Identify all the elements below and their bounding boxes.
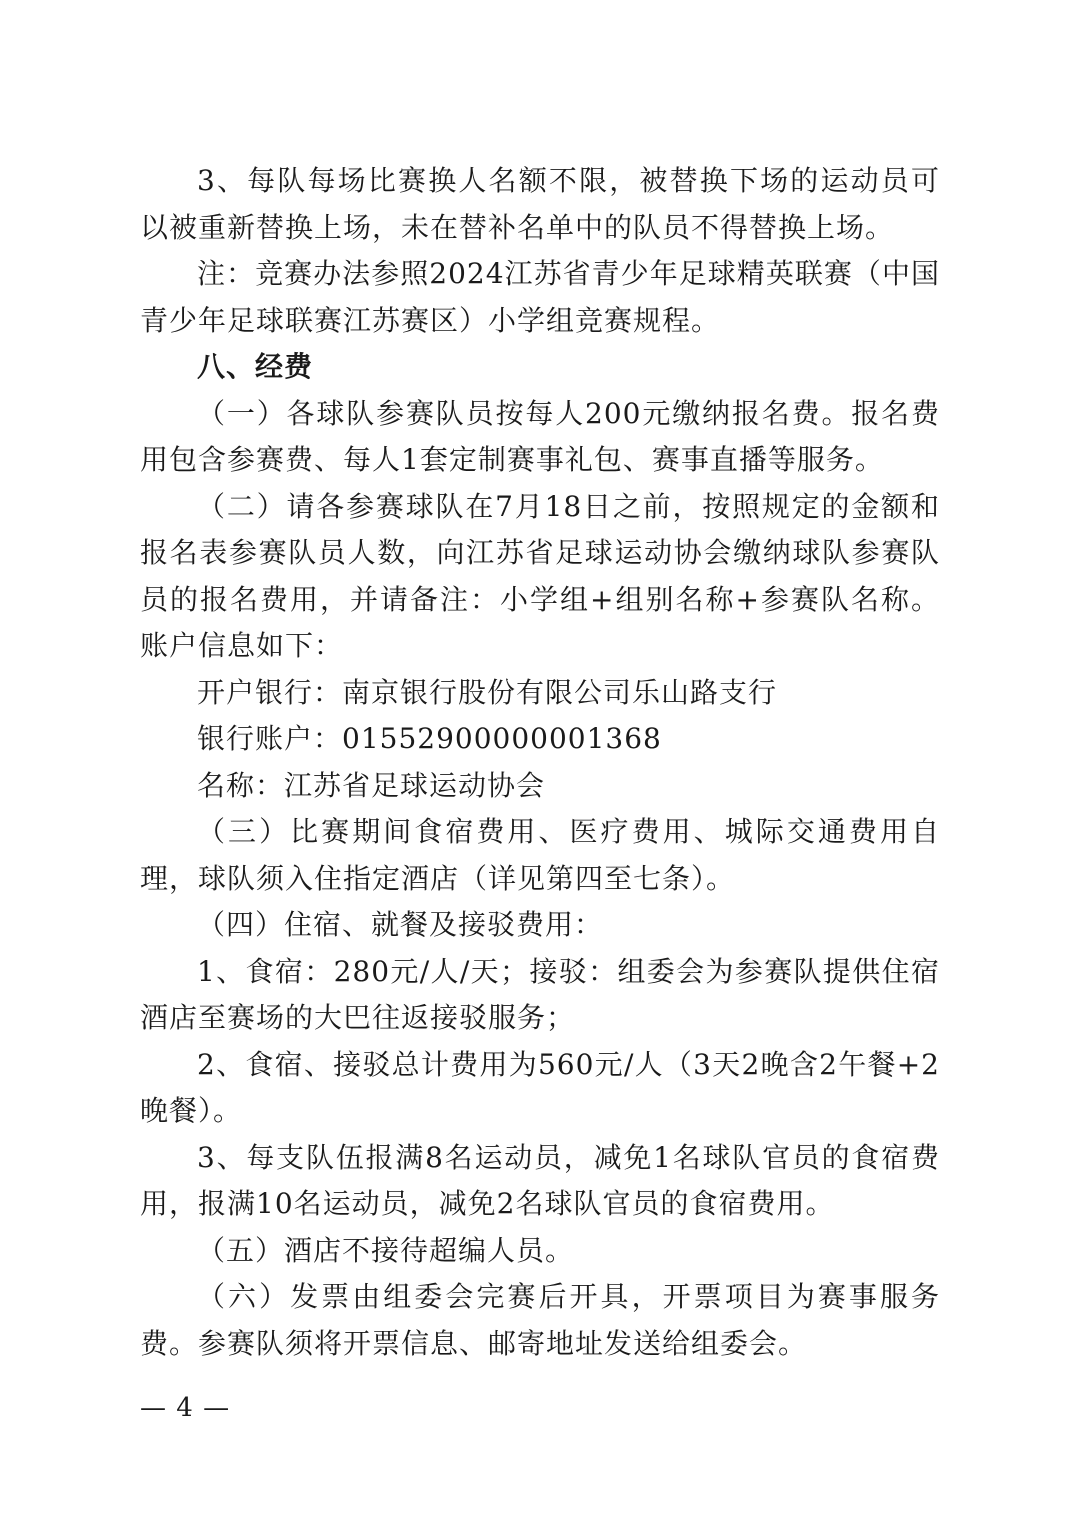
- hotel-policy-paragraph: （五）酒店不接待超编人员。: [197, 1233, 575, 1267]
- section-heading-fees: 八、经费: [197, 350, 314, 383]
- invoice-paragraph: （六）发票由组委会完赛后开具，开票项目为赛事服务费。参赛队须将开票信息、邮寄地址发送给组委会。: [140, 1280, 940, 1360]
- official-waiver-paragraph: 3、每支队伍报满8名运动员，减免1名球队官员的食宿费用，报满10名运动员，减免2名球队官员的食宿费用。: [140, 1140, 940, 1220]
- accommodation-heading-paragraph: （四）住宿、就餐及接驳费用：: [197, 908, 604, 941]
- self-paid-expenses-paragraph: （三）比赛期间食宿费用、医疗费用、城际交通费用自理，球队须入住指定酒店（详见第四至七条）。: [140, 815, 940, 895]
- bank-name-line: 开户银行：南京银行股份有限公司乐山路支行: [197, 675, 778, 709]
- accommodation-total-paragraph: 2、食宿、接驳总计费用为560元/人（3天2晚含2午餐+2晚餐）。: [140, 1047, 940, 1127]
- account-name-line: 名称：江苏省足球运动协会: [197, 768, 546, 802]
- page-number: — 4 —: [140, 1393, 231, 1423]
- competition-note-paragraph: 注：竞赛办法参照2024江苏省青少年足球精英联赛（中国青少年足球联赛江苏赛区）小学组竞赛规程。: [140, 257, 940, 337]
- accommodation-rate-paragraph: 1、食宿：280元/人/天；接驳：组委会为参赛队提供住宿酒店至赛场的大巴往返接驳服务；: [140, 954, 940, 1034]
- bank-account-line: 银行账户：01552900000001368: [197, 722, 662, 755]
- substitution-rule-paragraph: 3、每队每场比赛换人名额不限，被替换下场的运动员可以被重新替换上场，未在替补名单中的队员不得替换上场。: [140, 164, 940, 244]
- payment-deadline-paragraph: （二）请各参赛球队在7月18日之前，按照规定的金额和报名表参赛队员人数，向江苏省足球运动协会缴纳球队参赛队员的报名费用，并请备注：小学组+组别名称+参赛队名称。账户信息如下：: [140, 489, 940, 662]
- registration-fee-paragraph: （一）各球队参赛队员按每人200元缴纳报名费。报名费用包含参赛费、每人1套定制赛事礼包、赛事直播等服务。: [140, 396, 940, 476]
- document-body: [140, 158, 940, 1367]
